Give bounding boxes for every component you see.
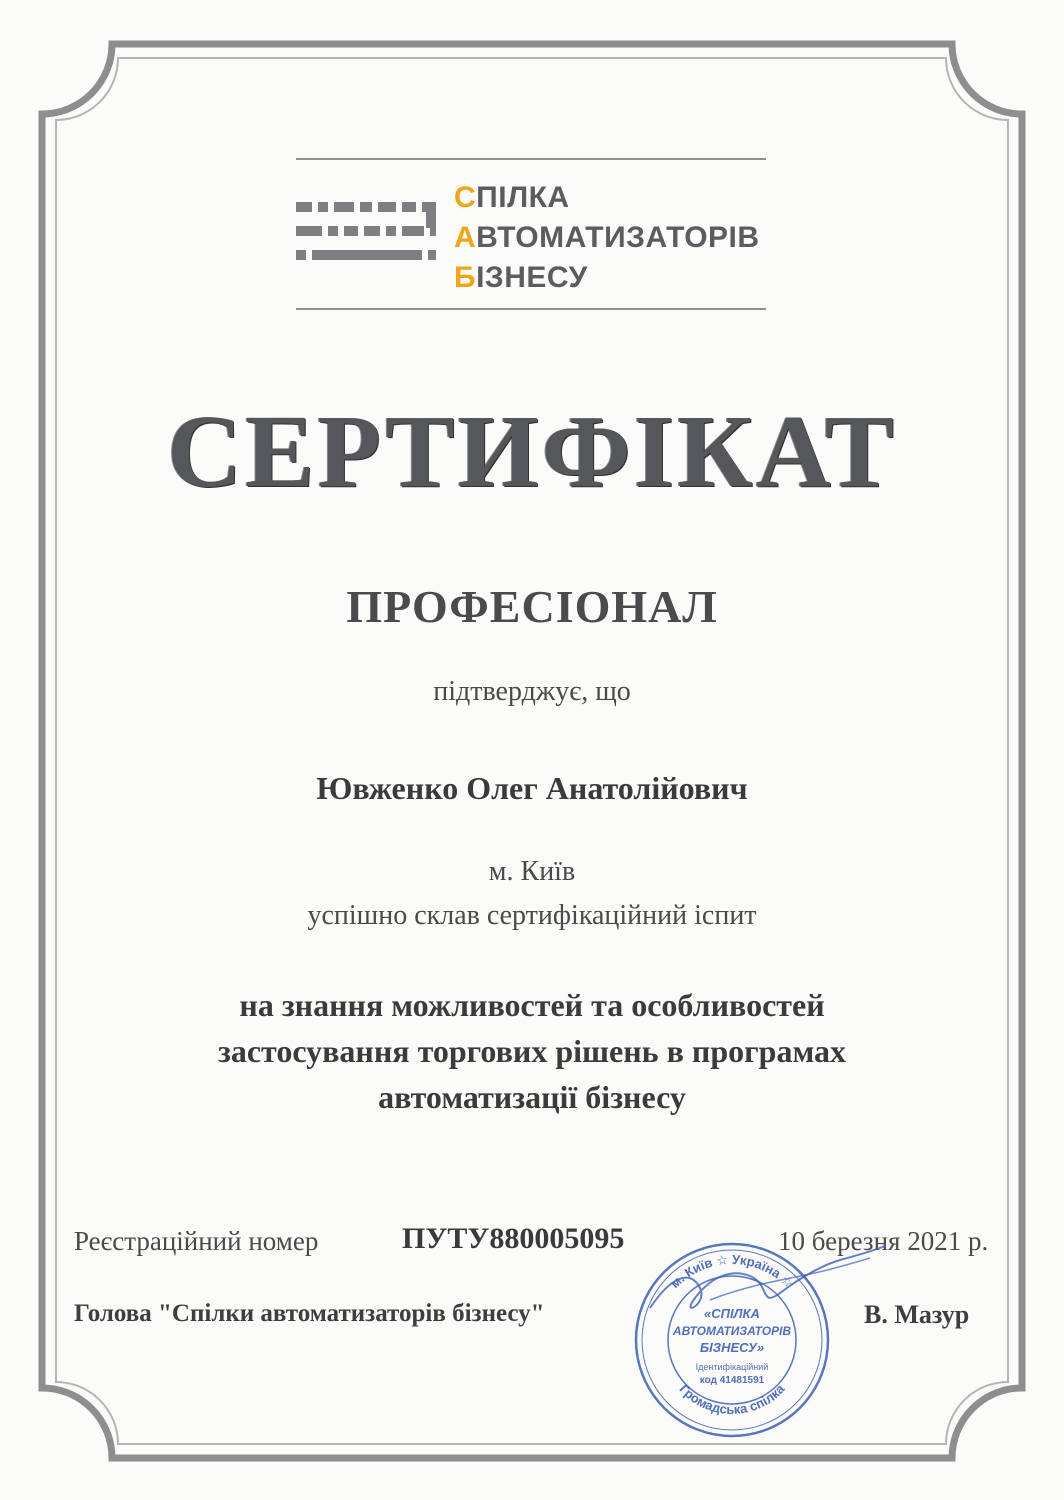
organization-logo bbox=[296, 158, 766, 310]
stamp-id-label: Ідентифікаційний bbox=[695, 1362, 769, 1372]
logo-wordmark bbox=[454, 178, 760, 298]
logo-bottom-rule bbox=[296, 308, 766, 310]
person-name: Ювженко Олег Анатолійович bbox=[316, 770, 748, 806]
city-text: м. Київ bbox=[488, 856, 576, 887]
stamp-bottom-arc: Громадська спілка bbox=[676, 1381, 788, 1418]
signature-icon bbox=[640, 1238, 890, 1338]
stamp-center-line-2: АВТОМАТИЗАТОРІВ bbox=[672, 1324, 792, 1338]
confirms-text: підтверджує, що bbox=[433, 676, 631, 707]
exam-subject-line-2: застосування торгових рішень в програмах bbox=[217, 1033, 847, 1069]
head-name: В. Мазур bbox=[864, 1300, 970, 1329]
stamp-center-line-3: БІЗНЕСУ» bbox=[699, 1340, 765, 1355]
logo-line-2: АВТОМАТИЗАТОРІВ bbox=[454, 221, 760, 254]
stamp-id-code: код 41481591 bbox=[699, 1375, 765, 1386]
logo-top-rule bbox=[296, 158, 766, 160]
stamp-top-arc: м. Київ ☆ Україна ☆ bbox=[667, 1251, 797, 1292]
exam-subject-line-3: автоматизації бізнесу bbox=[378, 1079, 686, 1115]
exam-passed-text: успішно склав сертифікаційний іспит bbox=[307, 900, 757, 931]
exam-subject-line-1: на знання можливостей та особливостей bbox=[239, 987, 825, 1023]
stamp-center-line-1: «СПІЛКА bbox=[704, 1306, 760, 1321]
logo-line-3: БІЗНЕСУ bbox=[454, 261, 588, 294]
head-title: Голова "Спілки автоматизаторів бізнесу" bbox=[74, 1300, 545, 1327]
issue-date: 10 березня 2021 р. bbox=[778, 1226, 989, 1256]
logo-line-1: СПІЛКА bbox=[454, 181, 570, 214]
registration-number: ПУТУ880005095 bbox=[402, 1222, 625, 1255]
certificate-title: СЕРТИФІКАТ bbox=[166, 394, 898, 509]
certificate-level: ПРОФЕСІОНАЛ bbox=[346, 581, 718, 632]
exam-subject bbox=[0, 982, 1064, 1120]
registration-label: Реєстраційний номер bbox=[74, 1226, 319, 1256]
logo-pixel-mark-icon bbox=[296, 198, 438, 268]
